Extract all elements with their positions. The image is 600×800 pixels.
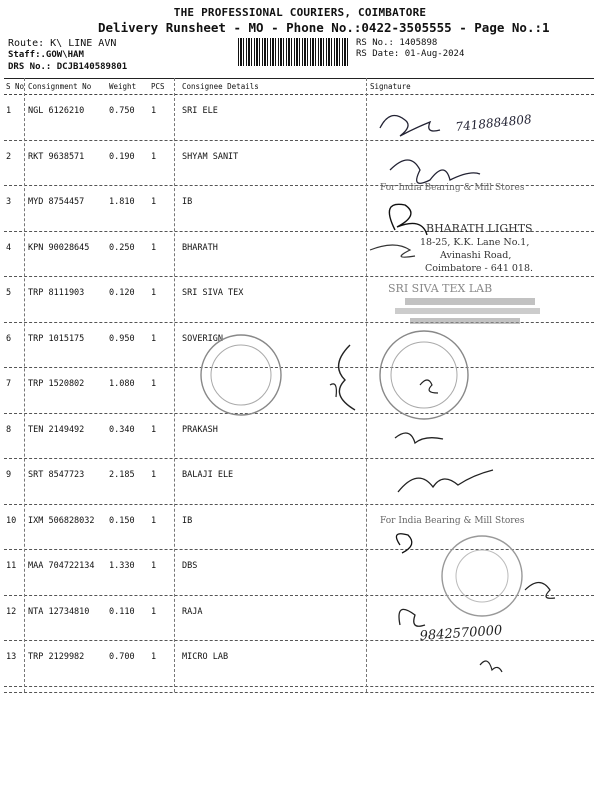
consignment-cell: MYD 8754457 [28,197,85,207]
sno-cell: 8 [6,424,12,435]
staff-label: Staff:.GOW\HAM [8,50,84,60]
consignment-cell: TRP 1015175 [28,333,85,344]
ib-stamp-2: For India Bearing & Mill Stores [380,516,525,526]
sno-cell: 2 [6,151,12,162]
consignee-cell: RAJA [182,606,203,617]
column-divider [366,78,367,692]
consignee-cell: SHYAM SANIT [182,151,239,162]
consignment-cell: IXM 506828032 [28,515,95,526]
drs-number: DRS No.: DCJB140589801 [8,62,128,72]
weight-cell: 0.250 [109,242,135,253]
col-consignee: Consignee Details [182,82,259,91]
sno-cell: 3 [6,197,12,207]
sno-cell: 6 [6,333,12,344]
pcs-cell: 1 [151,606,157,617]
consignment-cell: TRP 1520802 [28,379,85,389]
table-row [4,641,594,687]
consignment-cell: TEN 2149492 [28,424,85,435]
handwritten-phone-2: 9842570000 [419,623,503,644]
consignment-cell: MAA 704722134 [28,561,95,571]
bharath-stamp-line1: BHARATH LIGHTS [426,222,533,235]
col-pcs: PCS [151,82,165,91]
consignee-cell: BALAJI ELE [182,470,234,480]
consignment-cell: TRP 8111903 [28,288,85,298]
table-row [4,277,594,323]
pcs-cell: 1 [151,652,157,662]
weight-cell: 0.190 [109,151,135,162]
table-row [4,414,594,460]
table-row [4,368,594,414]
pcs-cell: 1 [151,561,157,571]
consignee-cell: SRI ELE [182,106,218,116]
pcs-cell: 1 [151,151,157,162]
route-label: Route: K\ LINE AVN [8,38,117,49]
table-row [4,95,594,141]
column-divider [24,78,25,692]
col-consignment: Consignment No [28,82,92,91]
sno-cell: 1 [6,106,12,116]
sno-cell: 7 [6,379,12,389]
consignee-cell: MICRO LAB [182,652,229,662]
consignee-cell: SOVERIGN [182,333,223,344]
weight-cell: 0.120 [109,288,135,298]
table-row [4,323,594,369]
column-divider [174,78,175,692]
consignment-cell: TRP 2129982 [28,652,85,662]
weight-cell: 0.950 [109,333,135,344]
consignee-cell: IB [182,197,193,207]
consignee-cell: SRI SIVA TEX [182,288,244,298]
pcs-cell: 1 [151,333,157,344]
table-row [4,505,594,551]
weight-cell: 0.110 [109,606,135,617]
bharath-stamp-line2: 18-25, K.K. Lane No.1, [420,237,530,248]
sno-cell: 10 [6,515,17,526]
sno-cell: 9 [6,470,12,480]
bharath-stamp-line3: Avinashi Road, [440,250,512,261]
pcs-cell: 1 [151,106,157,116]
company-title: THE PROFESSIONAL COURIERS, COIMBATORE [173,6,427,19]
table-row [4,141,594,187]
sno-cell: 5 [6,288,12,298]
handwritten-phone-1: 7418884808 [454,112,533,134]
consignee-cell: DBS [182,561,198,571]
weight-cell: 1.080 [109,379,135,389]
table-header [4,78,594,95]
pcs-cell: 1 [151,515,157,526]
consignee-cell: IB [182,515,193,526]
table-bottom-border [4,692,594,693]
table-row [4,186,594,232]
table-row [4,459,594,505]
pcs-cell: 1 [151,424,157,435]
col-weight: Weight [109,82,137,91]
sno-cell: 12 [6,606,17,617]
rs-number: RS No.: 1405898 [356,38,438,48]
pcs-cell: 1 [151,470,157,480]
pcs-cell: 1 [151,379,157,389]
weight-cell: 0.340 [109,424,135,435]
consignment-cell: NGL 6126210 [28,106,85,116]
table-row [4,596,594,642]
bharath-stamp-line4: Coimbatore - 641 018. [425,263,534,274]
sno-cell: 11 [6,561,17,571]
rs-date: RS Date: 01-Aug-2024 [356,49,465,59]
consignment-cell: NTA 12734810 [28,606,90,617]
weight-cell: 1.810 [109,197,135,207]
weight-cell: 0.750 [109,106,135,116]
consignment-cell: KPN 90028645 [28,242,90,253]
pcs-cell: 1 [151,288,157,298]
col-sno: S No [6,82,25,91]
siva-tex-stamp: SRI SIVA TEX LAB [388,282,493,295]
table-row [4,232,594,278]
consignment-cell: SRT 8547723 [28,470,85,480]
consignee-cell: PRAKASH [182,424,218,435]
pcs-cell: 1 [151,242,157,253]
consignment-cell: RKT 9638571 [28,151,85,162]
sno-cell: 13 [6,652,17,662]
table-row [4,550,594,596]
runsheet-table [4,78,594,687]
sno-cell: 4 [6,242,12,253]
consignee-cell: BHARATH [182,242,218,253]
runsheet-title: Delivery Runsheet - MO - Phone No.:0422-3505555 - Page No.:1 [98,20,550,35]
weight-cell: 0.150 [109,515,135,526]
weight-cell: 0.700 [109,652,135,662]
ib-stamp-1: For India Bearing & Mill Stores [380,183,525,193]
pcs-cell: 1 [151,197,157,207]
weight-cell: 2.185 [109,470,135,480]
weight-cell: 1.330 [109,561,135,571]
col-signature: Signature [370,82,411,91]
barcode [238,38,348,66]
